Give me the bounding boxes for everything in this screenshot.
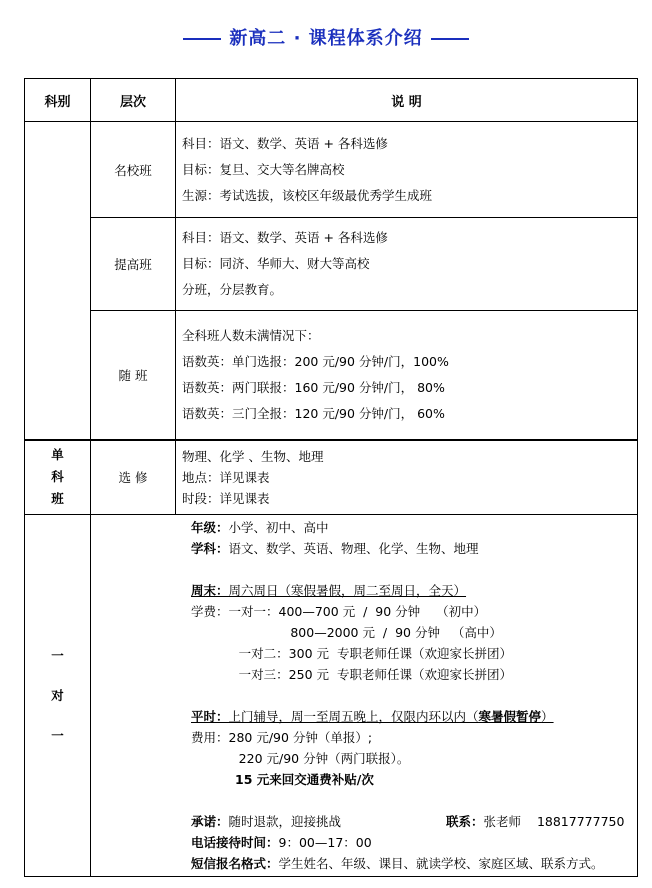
category-char: 单 xyxy=(51,447,64,463)
transport-subsidy: 15 元来回交通费补贴/次 xyxy=(235,772,374,787)
desc-line: 全科班人数未满情况下： xyxy=(182,327,320,343)
grade-value: 小学、初中、高中 xyxy=(228,520,329,535)
fee-line: 800—2000 元 / 90 分钟 （高中） xyxy=(191,625,502,640)
desc-line: 语数英：两门联报：160 元/90 分钟/门， 80% xyxy=(182,379,445,395)
weekday-label: 平时： xyxy=(191,709,229,724)
title-text: 新高二 · 课程体系介绍 xyxy=(229,28,423,49)
desc-line: 物理、化学 、生物、地理 xyxy=(182,448,324,464)
cost-line: 费用：280 元/90 分钟（单报）; xyxy=(191,730,373,745)
subject-label: 学科： xyxy=(191,541,229,556)
contact-value: 张老师 18817777750 xyxy=(483,814,625,829)
grade-label: 年级： xyxy=(191,520,229,535)
category-char: 一 xyxy=(51,647,64,663)
sms-value: 学生姓名、年级、课目、就读学校、家庭区域、联系方式。 xyxy=(278,856,604,871)
fee-line: 一对二：300 元 专职老师任课（欢迎家长拼团） xyxy=(191,646,512,661)
category-char: 科 xyxy=(51,469,64,485)
desc-line: 目标：同济、华师大、财大等高校 xyxy=(182,256,370,271)
desc-line: 生源：考试选拔，该校区年级最优秀学生成班 xyxy=(182,187,433,203)
table-row-tigao xyxy=(25,218,638,311)
weekday-value: 上门辅导，周一至周五晚上，仅限内环以内（ xyxy=(228,709,479,724)
course-table xyxy=(24,78,638,877)
desc-line: 科目：语文、数学、英语 + 各科选修 xyxy=(182,135,388,151)
category-char: 班 xyxy=(51,491,64,507)
title-left-rule xyxy=(183,38,221,40)
phone-label: 电话接待时间： xyxy=(191,835,279,850)
category-yiduiyi xyxy=(25,515,91,877)
desc-line: 地点：详见课表 xyxy=(182,469,270,485)
weekday-end: ） xyxy=(541,709,554,724)
table-row-danke xyxy=(25,440,638,515)
desc-suiban xyxy=(176,311,638,440)
desc-line: 科目：语文、数学、英语 + 各科选修 xyxy=(182,230,388,245)
weekday-note: 寒暑假暂停 xyxy=(478,709,542,724)
subject-value: 语文、数学、英语、物理、化学、生物、地理 xyxy=(228,541,479,556)
fee-line: 学费：一对一：400—700 元 / 90 分钟 （初中） xyxy=(191,604,487,619)
level-mingxiao: 名校班 xyxy=(91,122,176,218)
desc-danke xyxy=(176,440,638,515)
sms-label: 短信报名格式： xyxy=(191,856,279,871)
desc-mingxiao xyxy=(176,122,638,218)
weekend-value: 周六周日（寒假暑假，周二至周日，全天） xyxy=(228,583,467,598)
header-category: 科别 xyxy=(25,79,91,122)
desc-line: 语数英：三门全报：120 元/90 分钟/门， 60% xyxy=(182,405,445,421)
fee-line: 一对三：250 元 专职老师任课（欢迎家长拼团） xyxy=(191,667,512,682)
header-description: 说 明 xyxy=(176,79,638,122)
category-char: 一 xyxy=(51,727,64,743)
contact-label: 联系： xyxy=(446,814,484,829)
page-title xyxy=(0,24,652,50)
promise-label: 承诺： xyxy=(191,814,229,829)
phone-value: 9：00—17：00 xyxy=(278,835,372,850)
desc-line: 时段：详见课表 xyxy=(182,490,270,506)
table-row-suiban xyxy=(25,311,638,440)
desc-yiduiyi xyxy=(91,515,638,877)
category-char: 对 xyxy=(51,687,64,703)
desc-line: 语数英：单门选报：200 元/90 分钟/门，100% xyxy=(182,353,449,369)
table-row-mingxiao xyxy=(25,122,638,218)
desc-line: 目标：复旦、交大等名牌高校 xyxy=(182,161,345,177)
level-tigao: 提高班 xyxy=(91,218,176,311)
desc-line: 分班，分层教育。 xyxy=(182,282,283,297)
category-danke xyxy=(25,440,91,515)
level-xuanxiu: 选 修 xyxy=(91,440,176,515)
weekend-label: 周末： xyxy=(191,583,229,598)
table-row-yiduiyi xyxy=(25,515,638,877)
level-suiban: 随 班 xyxy=(91,311,176,440)
desc-tigao xyxy=(176,218,638,311)
header-level: 层次 xyxy=(91,79,176,122)
title-right-rule xyxy=(431,38,469,40)
category-cell-empty xyxy=(25,122,91,440)
table-header-row xyxy=(25,79,638,122)
cost-line: 220 元/90 分钟（两门联报）。 xyxy=(191,751,410,766)
promise-value: 随时退款，迎接挑战 xyxy=(228,814,342,829)
